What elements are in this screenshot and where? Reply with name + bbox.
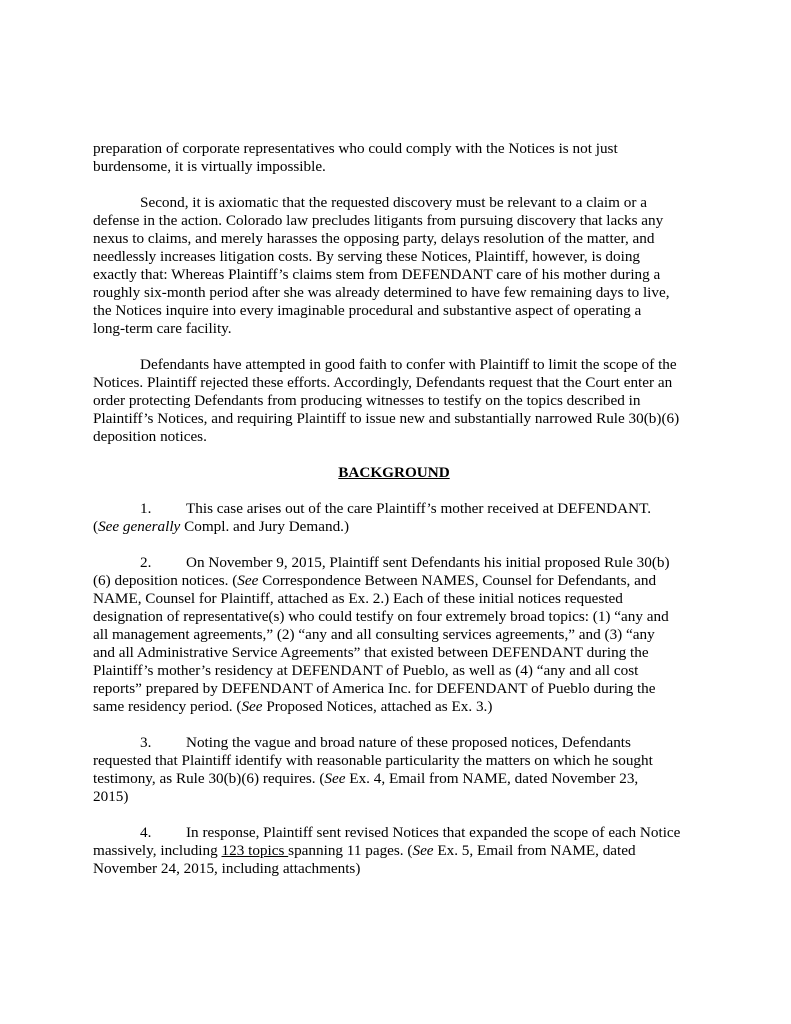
paragraph-text: Ex. 4, Email from NAME, dated November 23, 2015) [93, 770, 639, 805]
paragraph-number: 2. [140, 554, 152, 571]
paragraph-intro: preparation of corporate representatives who could comply with the Notices is not just burdensome, it is virtually impossible. [93, 140, 618, 175]
paragraph-text: Ex. 5, Email from NAME, dated November 24, 2015, including attachments) [93, 842, 636, 877]
numbered-paragraph-3 [93, 734, 695, 806]
citation-signal: See [241, 698, 263, 715]
citation-signal: See [237, 572, 259, 589]
paragraph-text: This case arises out of the care Plaintiff’s mother received at DEFENDANT. ( [93, 500, 652, 535]
paragraph-text: Proposed Notices, attached as Ex. 3.) [262, 698, 493, 715]
citation-signal: See [412, 842, 434, 859]
paragraph-number: 3. [140, 734, 152, 751]
paragraph-text: Correspondence Between NAMES, Counsel for Defendants, and NAME, Counsel for Plaintiff, attached as Ex. 2.) Each of these initial notices requested designation of representative(s) who could testify on four extremely broad topics: (1) “any and all management agreements,” (2) “any and all consulting services agreements,” and (3) “any and all Administrative Service Agreements” that existed between DEFENDANT during the Plaintiff’s mother’s residency at DEFENDANT of Pueblo, as well as (4) “any and all cost reports” prepared by DEFENDANT of America Inc. for DEFENDANT of Pueblo during the same residency period. ( [93, 572, 669, 715]
paragraph-text: In response, Plaintiff sent revised Notices that expanded the scope of each Notice massively, including [93, 824, 681, 859]
paragraph-number: 1. [140, 500, 152, 517]
underlined-topics-count: 123 topics [221, 842, 289, 859]
citation-signal: See generally [98, 518, 181, 535]
numbered-paragraph-2 [93, 554, 695, 716]
numbered-paragraph-4 [93, 824, 695, 878]
numbered-paragraph-1 [93, 500, 695, 536]
document-page [93, 140, 695, 878]
section-heading-background: BACKGROUND [338, 464, 450, 481]
paragraph-text: Noting the vague and broad nature of these proposed notices, Defendants requested that Plaintiff identify with reasonable particularity the matters on which he sought testimony, as Rule 30(b)(6) requires. ( [93, 734, 653, 787]
paragraph-second: Second, it is axiomatic that the requested discovery must be relevant to a claim or a defense in the action. Colorado law precludes litigants from pursuing discovery that lacks any nexus to claims, and merely harasses the opposing party, delays resolution of the matter, and needlessly increases litigation costs. By serving these Notices, Plaintiff, however, is doing exactly that: Whereas Plaintiff’s claims stem from DEFENDANT care of his mother during a roughly six-month period after she was already determined to have few remaining days to live, the Notices inquire into every imaginable procedural and substantive aspect of operating a long-term care facility. [93, 194, 670, 337]
citation-signal: See [324, 770, 346, 787]
paragraph-text: spanning 11 pages. ( [288, 842, 413, 859]
paragraph-text: On November 9, 2015, Plaintiff sent Defendants his initial proposed Rule 30(b) (6) deposition notices. ( [93, 554, 670, 589]
paragraph-number: 4. [140, 824, 152, 841]
paragraph-defendants: Defendants have attempted in good faith to confer with Plaintiff to limit the scope of the Notices. Plaintiff rejected these efforts. Accordingly, Defendants request that the Court enter an order protecting Defendants from producing witnesses to testify on the topics described in Plaintiff’s Notices, and requiring Plaintiff to issue new and substantially narrowed Rule 30(b)(6) deposition notices. [93, 356, 680, 445]
paragraph-text: Compl. and Jury Demand.) [180, 518, 350, 535]
